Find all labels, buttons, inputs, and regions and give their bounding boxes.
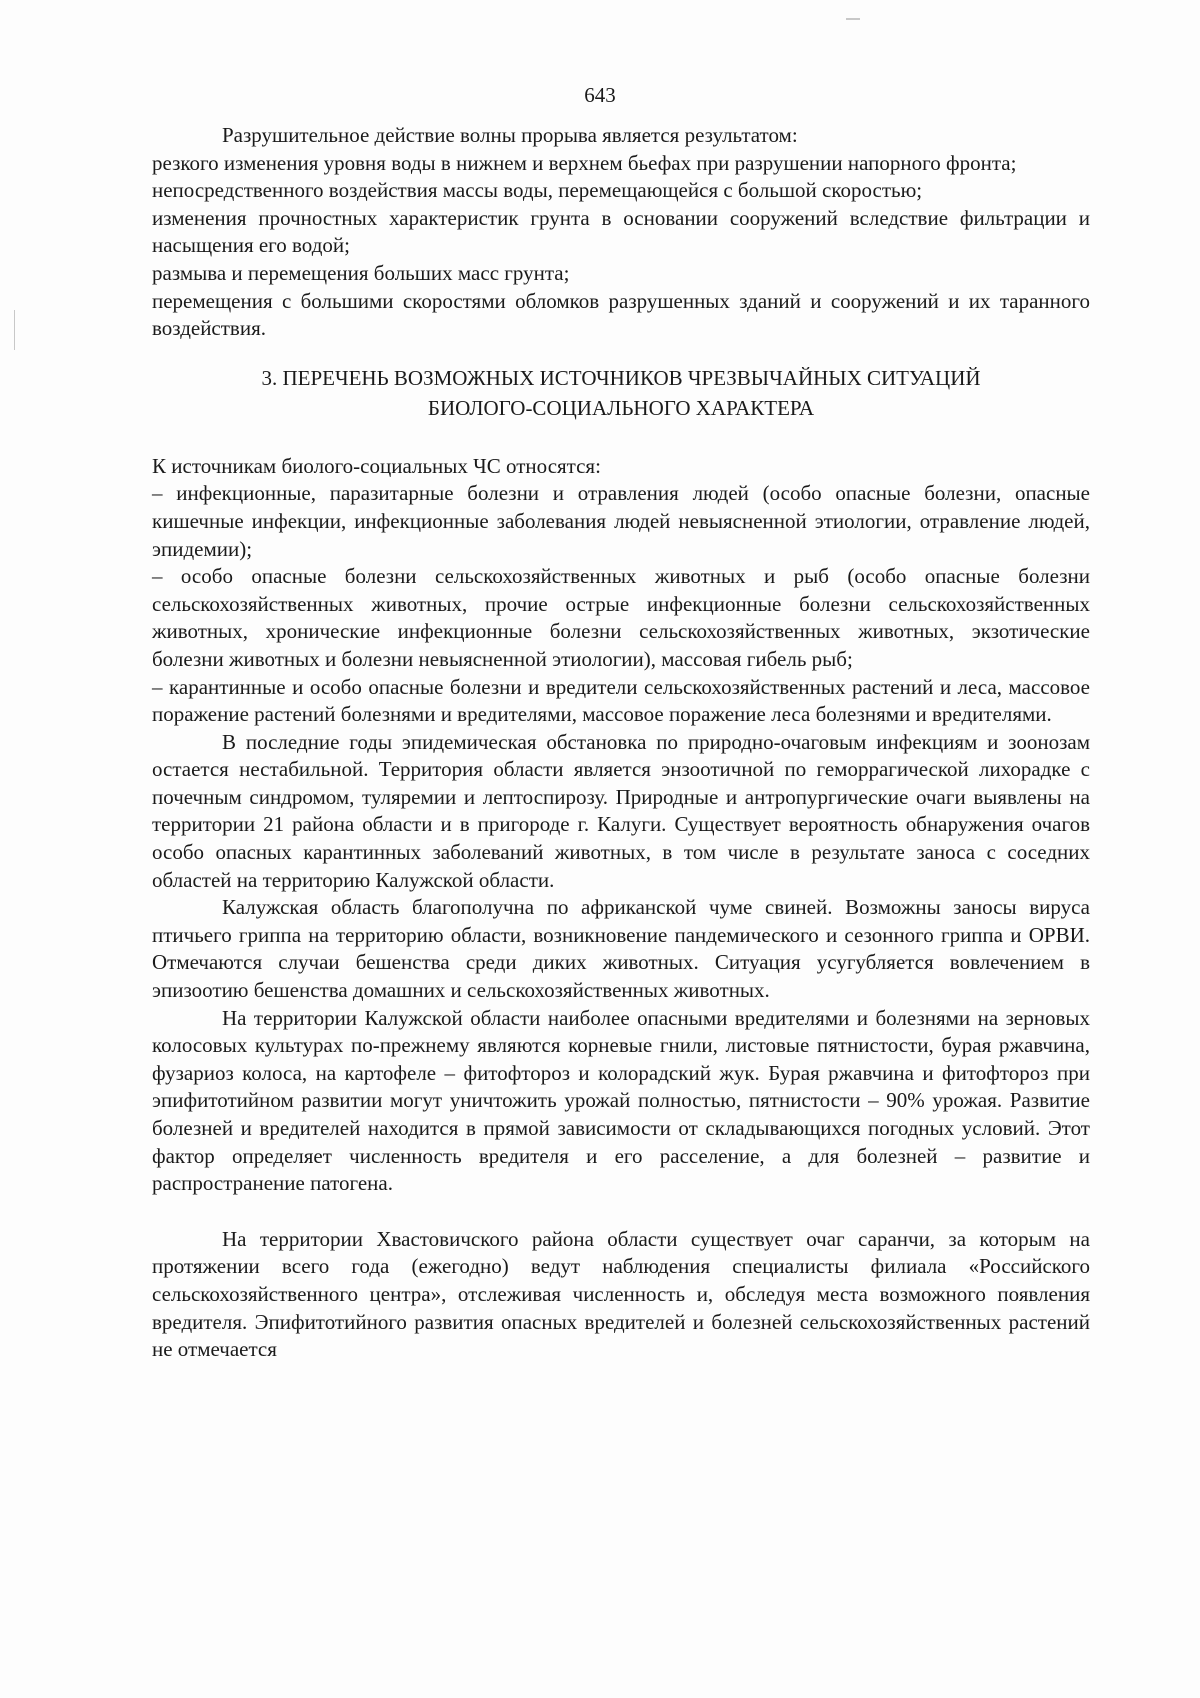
scan-mark-top — [846, 18, 860, 20]
intro-lead: Разрушительное действие волны прорыва является результатом: — [222, 123, 798, 147]
intro-item: резкого изменения уровня воды в нижнем и верхнем бьефах при разрушении напорного фронта; — [152, 150, 1017, 175]
paragraph-epidemic: В последние годы эпидемическая обстановка по природно-очаговым инфекциям и зоонозам остается нестабильной. Территория области является энзоотичной по геморрагической лихорадке с почечным синдромом, туляремии и лептоспирозу. Природные и антропургические очаги выявлены на территории 21 района области и в пригороде г. Калуги. Существует вероятность обнаружения очагов особо опасных карантинных заболеваний животных, в том числе в результате заноса с соседних областей на территорию Калужской области. — [152, 729, 1090, 892]
section-heading — [152, 363, 1090, 423]
paragraph-pests: На территории Калужской области наиболее опасными вредителями и болезнями на зерновых колосовых культурах по-прежнему являются корневые гнили, листовые пятнистости, бурая ржавчина, фузариоз колоса, на картофеле – фитофтороз и колорадский жук. Бурая ржавчина и фитофтороз при эпифитотийном развитии могут уничтожить урожай полностью, пятнистости – 90% урожая. Развитие болезней и вредителей находится в прямой зависимости от складывающихся погодных условий. Этот фактор определяет численность вредителя и его расселение, а для болезней – развитие и распространение патогена. — [152, 1005, 1090, 1196]
section-list-item: – особо опасные болезни сельскохозяйственных животных и рыб (особо опасные болезни сельскохозяйственных животных, прочие острые инфекционные болезни сельскохозяйственных животных, хронические инфекционные болезни сельскохозяйственных животных, экзотические болезни животных и болезни невыясненной этиологии), массовая гибель рыб; — [152, 564, 1090, 671]
spacer — [152, 1198, 1090, 1226]
intro-item: непосредственного воздействия массы воды, перемещающейся с большой скоростью; — [152, 178, 923, 203]
section-heading-line-2: БИОЛОГО-СОЦИАЛЬНОГО ХАРАКТЕРА — [427, 395, 815, 420]
page-number: 643 — [584, 83, 616, 107]
section-list-item: – карантинные и особо опасные болезни и вредители сельскохозяйственных растений и леса, массовое поражение растений болезнями и вредителями, массовое поражение леса болезнями и вредителями. — [152, 674, 1090, 727]
intro-item: изменения прочностных характеристик грунта в основании сооружений вследствие фильтрации и насыщения его водой; — [152, 205, 1090, 258]
section-list-item: – инфекционные, паразитарные болезни и отравления людей (особо опасные болезни, опасные кишечные инфекции, инфекционные заболевания людей невыясненной этиологии, отравление людей, эпидемии); — [152, 481, 1090, 561]
intro-item: перемещения с большими скоростями обломков разрушенных зданий и сооружений и их таранного воздействия. — [152, 288, 1090, 341]
document-body — [152, 122, 1090, 1364]
section-heading-line-1: 3. ПЕРЕЧЕНЬ ВОЗМОЖНЫХ ИСТОЧНИКОВ ЧРЕЗВЫЧАЙНЫХ СИТУАЦИЙ — [261, 365, 981, 390]
intro-item: размыва и перемещения больших масс грунта; — [152, 260, 570, 285]
section-lead: К источникам биолого-социальных ЧС относятся: — [152, 453, 601, 478]
spacer — [152, 423, 1090, 453]
paragraph-kaluga: Калужская область благополучна по африканской чуме свиней. Возможны заносы вируса птичьего гриппа на территорию области, возникновение пандемического и сезонного гриппа и ОРВИ. Отмечаются случаи бешенства среди диких животных. Ситуация усугубляется вовлечением в эпизоотию бешенства домашних и сельскохозяйственных животных. — [152, 895, 1090, 1003]
spacer — [152, 343, 1090, 363]
scan-mark-left — [14, 310, 15, 350]
paragraph-locust: На территории Хвастовичского района области существует очаг саранчи, за которым на протяжении всего года (ежегодно) ведут наблюдения специалисты филиала «Российского сельскохозяйственного центра», отслеживая численность и, обследуя места возможного появления вредителя. Эпифитотийного развития опасных вредителей и болезней сельскохозяйственных растений не отмечается — [152, 1226, 1090, 1362]
